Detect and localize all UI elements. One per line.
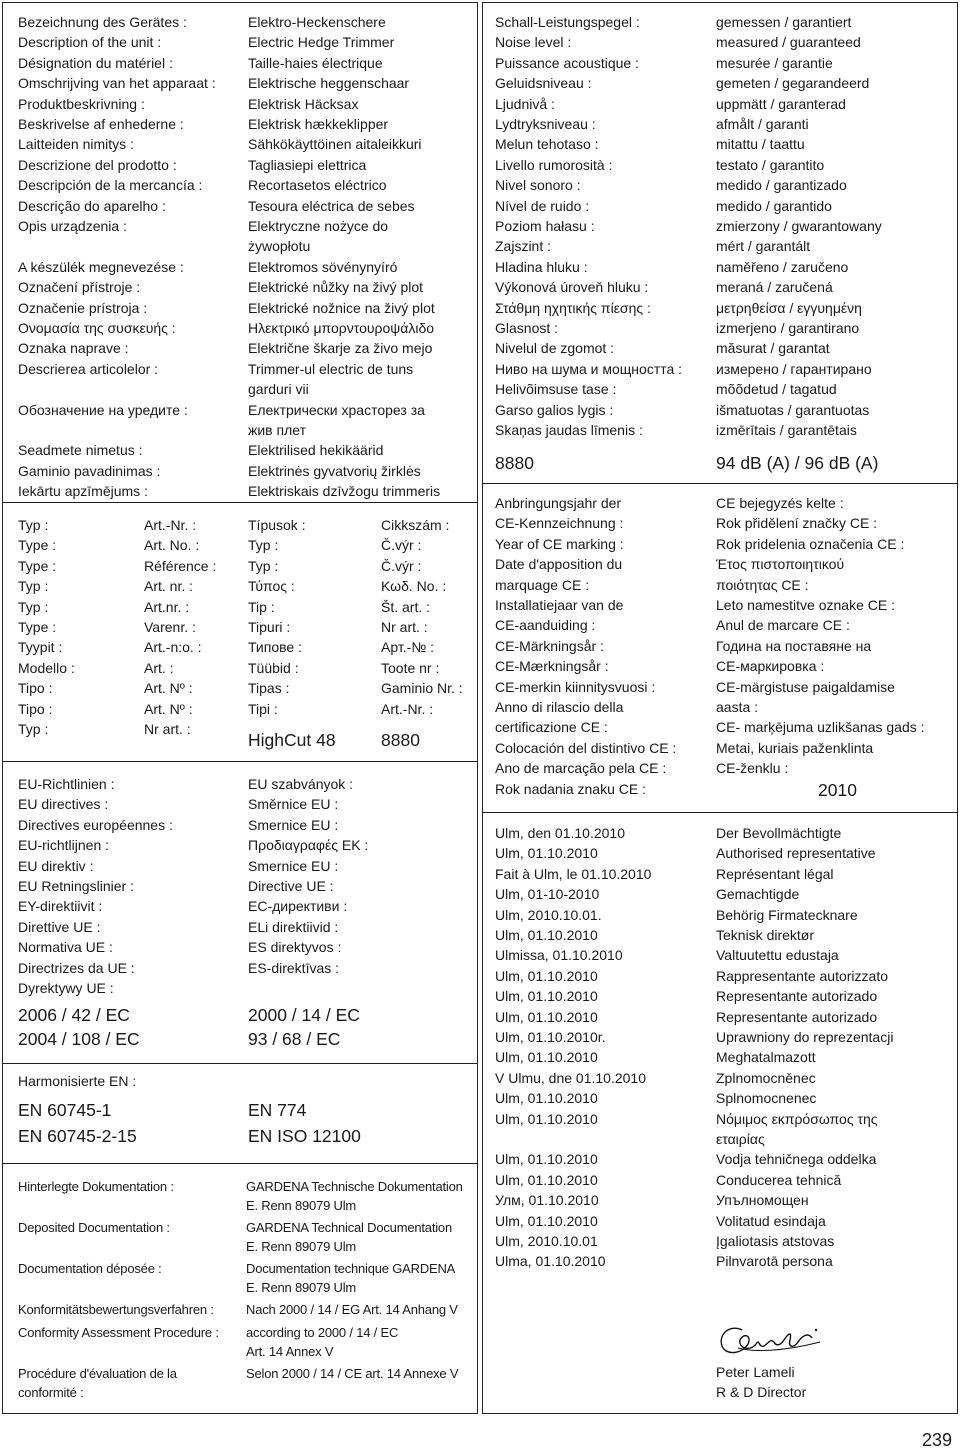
- ce-label: ποιότητας CE :: [716, 576, 809, 593]
- noise-label: Lydtryksniveau :: [495, 116, 596, 132]
- ce-label: CE-маркировка :: [716, 658, 825, 675]
- ce-label: Date d'apposition du: [495, 556, 623, 573]
- signatory-title: Représentant légal: [716, 865, 834, 882]
- type-label: Modello :: [18, 659, 75, 676]
- signature-place-date: Ulm, den 01.10.2010: [495, 825, 625, 841]
- signature-place-date: Ulm, 2010.10.01: [495, 1233, 598, 1249]
- eu-directive-label: ЕС-директиви :: [248, 898, 348, 915]
- harmonised-std-1b: EN 60745-2-15: [18, 1126, 137, 1146]
- signatory-title: Der Bevollmächtigte: [716, 825, 842, 841]
- noise-value: mitattu / taattu: [716, 136, 805, 153]
- noise-label: Schall-Leistungspegel :: [495, 14, 640, 30]
- type-label: Tipas :: [248, 680, 290, 697]
- doc-value-fr-1: Documentation technique GARDENA: [246, 1261, 456, 1276]
- device-label: Bezeichnung des Gerätes :: [18, 14, 187, 30]
- signatory-title: Vodja tehničnega oddelka: [716, 1151, 877, 1168]
- divider: [2, 1163, 478, 1164]
- device-value: Elektrisk Häcksax: [248, 95, 359, 112]
- ce-year: 2010: [818, 780, 857, 800]
- divider: [2, 1063, 478, 1064]
- ce-label: Year of CE marking :: [495, 535, 624, 552]
- ce-label: Rok přidělení značky CE :: [716, 515, 878, 532]
- device-value: Tesoura eléctrica de sebes: [248, 197, 415, 214]
- signatory-title: εταιρίας: [716, 1131, 765, 1147]
- noise-label: Livello rumorosità :: [495, 156, 613, 173]
- doc-label-procedure-2: conformité :: [18, 1385, 84, 1400]
- device-value: Sähkökäyttöinen aitaleikkuri: [248, 136, 422, 153]
- signature-place-date: V Ulmu, dne 01.10.2010: [495, 1069, 646, 1086]
- device-value: Електрически храсторез за: [248, 401, 425, 418]
- signatory-title: Pilnvarotā persona: [716, 1253, 833, 1270]
- ce-label: Έτος πιστοποιητικού: [716, 556, 845, 573]
- eu-directive-label: EU Retningslinier :: [18, 878, 134, 894]
- noise-label: Helivõimsuse tase :: [495, 381, 617, 398]
- signatory-title: Uprawniony do reprezentacji: [716, 1029, 894, 1045]
- noise-label: Melun tehotaso :: [495, 136, 599, 153]
- device-value: Trimmer-ul electric de tuns: [248, 360, 414, 377]
- noise-value: μετρηθείσα / εγγυημένη: [716, 299, 862, 316]
- doc-label-conformity: Conformity Assessment Procedure :: [18, 1325, 219, 1340]
- type-label: Type :: [18, 557, 57, 574]
- device-value: Ηλεκτρικό μπορντουροψάλιδο: [248, 320, 435, 336]
- article-label: Art. Nº :: [144, 680, 193, 697]
- device-value: Elektrické nůžky na živý plot: [248, 279, 424, 296]
- noise-label: Nível de ruido :: [495, 197, 590, 214]
- ce-label: Installatiejaar van de: [495, 597, 624, 613]
- eu-directive-label: EY-direktiivit :: [18, 898, 103, 915]
- doc-value-procedure: Selon 2000 / 14 / CE art. 14 Annexe V: [246, 1366, 459, 1381]
- type-label: Typ :: [18, 517, 49, 533]
- signature-place-date: Ulm, 01.10.2010: [495, 927, 598, 943]
- eu-directive-label: EU directives :: [18, 796, 109, 813]
- noise-label: Nivelul de zgomot :: [495, 340, 615, 357]
- article-label: Gaminio Nr. :: [381, 680, 463, 697]
- signature-place-date: Ulm, 01.10.2010: [495, 1090, 598, 1107]
- ce-label: aasta :: [716, 699, 759, 715]
- device-value: Elektrische heggenschaar: [248, 75, 410, 92]
- signature-place-date: Улм, 01.10.2010: [495, 1192, 599, 1209]
- signature-place-date: Ulm, 01.10.2010: [495, 1049, 598, 1066]
- noise-value: izmerjeno / garantirano: [716, 320, 860, 336]
- eu-directive-label: ES direktyvos :: [248, 939, 342, 956]
- signature-place-date: Ulm, 01-10-2010: [495, 886, 600, 903]
- device-value: garduri vii: [248, 381, 309, 398]
- harmonised-std-2a: EN 774: [248, 1100, 307, 1120]
- divider: [482, 483, 958, 484]
- type-label: Typ :: [18, 598, 49, 615]
- signature-place-date: Ulma, 01.10.2010: [495, 1253, 606, 1270]
- noise-label: Zajszint :: [495, 238, 552, 255]
- signature-place-date: Ulmissa, 01.10.2010: [495, 947, 623, 964]
- signature-place-date: Ulm, 01.10.2010: [495, 1110, 598, 1127]
- device-label: Opis urządzenia :: [18, 218, 127, 234]
- signatory-title: Meghatalmazott: [716, 1049, 816, 1066]
- doc-label-konformitat: Konformitätsbewertungsverfahren :: [18, 1302, 214, 1317]
- harmonised-std-2b: EN ISO 12100: [248, 1126, 361, 1146]
- doc-value-de-1: GARDENA Technische Dokumentation: [246, 1179, 463, 1194]
- device-label: Descripción de la mercancía :: [18, 177, 203, 194]
- device-value: жив плет: [248, 422, 306, 438]
- ce-label: CE-Kennzeichnung :: [495, 515, 624, 532]
- device-label: Označenie prístroja :: [18, 299, 148, 316]
- signature-place-date: Ulm, 01.10.2010: [495, 988, 598, 1005]
- article-label: Č.výr :: [381, 557, 422, 574]
- ce-label: CE-aanduiding :: [495, 617, 596, 634]
- noise-value: izmērītais / garantētais: [716, 422, 857, 438]
- eu-directive-label: EU direktiv :: [18, 857, 94, 874]
- eu-code-1b: 2004 / 108 / EC: [18, 1029, 140, 1049]
- noise-value: naměřeno / zaručeno: [716, 258, 849, 275]
- device-label: Descrizione del prodotto :: [18, 156, 177, 173]
- article-label: Art.nr. :: [144, 598, 190, 615]
- device-value: Electric Hedge Trimmer: [248, 34, 395, 51]
- noise-label: Ниво на шума и мощността :: [495, 360, 683, 377]
- noise-value: išmatuotas / garantuotas: [716, 401, 870, 418]
- signatory-title: Νόμιμος εκπρόσωπος της: [716, 1110, 878, 1127]
- device-label: Produktbeskrivning :: [18, 95, 145, 112]
- article-label: Art. nr. :: [144, 578, 194, 595]
- doc-value-fr-2: E. Renn 89079 Ulm: [246, 1280, 357, 1295]
- type-label: Type :: [18, 619, 57, 635]
- type-label: Tipi :: [248, 700, 278, 717]
- signature-place-date: Fait à Ulm, le 01.10.2010: [495, 865, 652, 882]
- noise-label: Výkonová úroveň hluku :: [495, 279, 649, 296]
- device-label: Omschrijving van het apparaat :: [18, 75, 216, 92]
- device-value: Recortasetos eléctrico: [248, 177, 387, 194]
- noise-value: testato / garantito: [716, 156, 825, 173]
- eu-directive-label: Směrnice EU :: [248, 796, 339, 813]
- type-label: Típusok :: [248, 517, 306, 533]
- eu-directive-label: Directive UE :: [248, 878, 334, 894]
- article-label: Nr art. :: [144, 721, 191, 737]
- device-value: Elektrilised hekikäärid: [248, 442, 384, 459]
- device-value: Elektro-Heckenschere: [248, 14, 386, 30]
- doc-label-deposee: Documentation déposée :: [18, 1261, 162, 1276]
- type-label: Tyypit :: [18, 639, 63, 656]
- device-label: Označení přístroje :: [18, 279, 141, 296]
- ce-label: Leto namestitve oznake CE :: [716, 597, 895, 613]
- device-label: Обозначение на уредите :: [18, 401, 188, 418]
- doc-value-de-2: E. Renn 89079 Ulm: [246, 1198, 357, 1213]
- ce-label: CE- marķējuma uzlikšanas gads :: [716, 719, 925, 736]
- type-label: Typ :: [248, 537, 279, 554]
- device-value: Taille-haies électrique: [248, 54, 383, 71]
- eu-directive-label: Smernice EU :: [248, 816, 339, 833]
- noise-label: Puissance acoustique :: [495, 54, 639, 71]
- noise-value: zmierzony / gwarantowany: [716, 218, 882, 234]
- noise-label: Poziom hałasu :: [495, 218, 595, 234]
- type-label: Tipo :: [18, 700, 53, 717]
- signature-place-date: Ulm, 01.10.2010: [495, 1151, 598, 1168]
- device-label: Désignation du matériel :: [18, 54, 173, 71]
- noise-value: mért / garantált: [716, 238, 811, 255]
- eu-directive-label: ELi direktiivid :: [248, 918, 339, 935]
- device-label: Seadmete nimetus :: [18, 442, 143, 459]
- noise-label: Noise level :: [495, 34, 572, 51]
- device-label: Descrição do aparelho :: [18, 197, 166, 214]
- noise-label: Nivel sonoro :: [495, 177, 581, 194]
- type-label: Типове :: [248, 639, 302, 656]
- eu-directive-label: Directrizes da UE :: [18, 959, 135, 976]
- article-label: Nr art. :: [381, 619, 428, 635]
- signatory-title: Teknisk direktør: [716, 927, 815, 943]
- noise-value: measured / guaranteed: [716, 34, 861, 51]
- signatory-title: Įgaliotasis atstovas: [716, 1233, 835, 1249]
- article-label: Art.-Nr. :: [144, 517, 197, 533]
- eu-code-2b: 93 / 68 / EC: [248, 1029, 341, 1049]
- noise-value: afmålt / garanti: [716, 116, 809, 132]
- device-label: Beskrivelse af enhederne :: [18, 116, 184, 132]
- device-value: Elektryczne nożyce do: [248, 218, 389, 234]
- signatory-title: Gemachtigde: [716, 886, 800, 903]
- device-value: Električne škarje za živo mejo: [248, 340, 433, 357]
- signature-place-date: Ulm, 01.10.2010: [495, 1008, 598, 1025]
- ce-label: Anul de marcare CE :: [716, 617, 850, 634]
- type-label: Tip :: [248, 598, 275, 615]
- noise-label: Glasnost :: [495, 320, 559, 336]
- eu-directive-label: Directives européennes :: [18, 816, 173, 833]
- signature-place-date: Ulm, 01.10.2010: [495, 1212, 598, 1229]
- model-number: 8880: [381, 730, 420, 750]
- ce-label: Rok nadania znaku CE :: [495, 780, 646, 797]
- device-value: Elektromos sövénynyíró: [248, 258, 398, 275]
- signature-place-date: Ulm, 01.10.2010: [495, 845, 598, 862]
- article-label: Art. Nº :: [144, 700, 193, 717]
- noise-value: mesurée / garantie: [716, 54, 833, 71]
- article-label: Art. No. :: [144, 537, 200, 554]
- type-label: Tipuri :: [248, 619, 291, 635]
- doc-value-en-2: E. Renn 89079 Ulm: [246, 1239, 357, 1254]
- type-label: Typ :: [18, 578, 49, 595]
- noise-label: Geluidsniveau :: [495, 75, 592, 92]
- device-value: Elektriskais dzīvžogu trimmeris: [248, 483, 441, 500]
- ce-label: Colocación del distintivo CE :: [495, 739, 677, 756]
- doc-value-conformity-2: Art. 14 Annex V: [246, 1344, 334, 1359]
- noise-label: Ljudnivå :: [495, 95, 555, 112]
- device-value: Elektrisk hækkeklipper: [248, 116, 389, 132]
- device-label: Laitteiden nimitys :: [18, 136, 134, 153]
- article-label: Št. art. :: [381, 598, 431, 615]
- noise-value: medido / garantizado: [716, 177, 847, 194]
- ce-label: Година на поставяне на: [716, 637, 872, 654]
- article-label: Č.výr :: [381, 537, 422, 554]
- article-label: Cikkszám :: [381, 517, 450, 533]
- noise-value: mõõdetud / tagatud: [716, 381, 837, 398]
- article-label: Varenr. :: [144, 619, 196, 635]
- eu-directive-label: EU szabványok :: [248, 776, 354, 792]
- device-label: A készülék megnevezése :: [18, 258, 184, 275]
- divider: [2, 761, 478, 762]
- signer-name: Peter Lameli: [716, 1364, 795, 1380]
- article-label: Арт.-№ :: [381, 639, 435, 656]
- eu-directive-label: EU-Richtlinien :: [18, 776, 115, 792]
- article-label: Référence :: [144, 557, 217, 574]
- type-label: Typ :: [18, 721, 49, 737]
- article-label: Toote nr :: [381, 659, 440, 676]
- doc-label-deposited: Deposited Documentation :: [18, 1220, 170, 1235]
- ce-label: CE-merkin kiinnitysvuosi :: [495, 678, 656, 695]
- doc-value-konformitat: Nach 2000 / 14 / EG Art. 14 Anhang V: [246, 1302, 458, 1317]
- signatory-title: Representante autorizado: [716, 1008, 878, 1025]
- noise-label: Στάθμη ηχητικής πίεσης :: [495, 299, 651, 316]
- ce-label: CE-ženklu :: [716, 760, 789, 777]
- eu-directive-label: Smernice EU :: [248, 857, 339, 874]
- ce-label: CE bejegyzés kelte :: [716, 495, 844, 511]
- divider: [2, 502, 478, 503]
- signatory-title: Splnomocnenec: [716, 1090, 817, 1107]
- article-label: Κωδ. No. :: [381, 578, 447, 595]
- signatory-title: Conducerea tehnică: [716, 1171, 842, 1188]
- noise-label: Garso galios lygis :: [495, 401, 614, 418]
- ce-label: Ano de marcação pela CE :: [495, 760, 667, 777]
- signatory-title: Authorised representative: [716, 845, 876, 862]
- ce-label: certificazione CE :: [495, 719, 608, 736]
- signatory-title: Representante autorizado: [716, 988, 878, 1005]
- signatory-title: Rappresentante autorizzato: [716, 967, 888, 984]
- model-name: HighCut 48: [248, 730, 336, 750]
- device-value: Tagliasiepi elettrica: [248, 156, 367, 173]
- device-label: Ονομασία της συσκευής :: [18, 320, 176, 336]
- doc-value-conformity-1: according to 2000 / 14 / EC: [246, 1325, 399, 1340]
- noise-value: uppmätt / garanterad: [716, 95, 846, 112]
- device-label: Oznaka naprave :: [18, 340, 129, 357]
- device-value: Elektrické nožnice na živý plot: [248, 299, 435, 316]
- signature-place-date: Ulm, 01.10.2010r.: [495, 1029, 606, 1045]
- ce-label: CE-märgistuse paigaldamise: [716, 678, 895, 695]
- eu-directive-label: Direttive UE :: [18, 918, 101, 935]
- eu-directive-label: Dyrektywy UE :: [18, 980, 114, 996]
- type-label: Tipo :: [18, 680, 53, 697]
- divider: [482, 812, 958, 813]
- eu-directive-label: Normativa UE :: [18, 939, 113, 956]
- eu-code-1a: 2006 / 42 / EC: [18, 1005, 130, 1025]
- signature-place-date: Ulm, 01.10.2010: [495, 967, 598, 984]
- harmonised-std-1a: EN 60745-1: [18, 1100, 112, 1120]
- noise-value: medido / garantido: [716, 197, 832, 214]
- device-label: Description of the unit :: [18, 34, 162, 51]
- device-value: Elektrinės gyvatvorių žirklės: [248, 462, 421, 479]
- noise-db-values: 94 dB (A) / 96 dB (A): [716, 453, 879, 473]
- article-label: Art.-Nr. :: [381, 700, 434, 717]
- signatory-title: Упълномощен: [716, 1192, 809, 1209]
- article-label: Art. :: [144, 659, 174, 676]
- signature-place-date: Ulm, 2010.10.01.: [495, 906, 602, 923]
- signer-title: R & D Director: [716, 1384, 807, 1400]
- doc-value-en-1: GARDENA Technical Documentation: [246, 1220, 452, 1235]
- signatory-title: Zplnomocněnec: [716, 1069, 816, 1086]
- ce-label: Anno di rilascio della: [495, 699, 624, 715]
- noise-value: измерено / гарантирано: [716, 360, 872, 377]
- harmonised-label: Harmonisierte EN :: [18, 1073, 137, 1089]
- noise-value: meraná / zaručená: [716, 279, 833, 296]
- article-label: Art.-n:o. :: [144, 639, 202, 656]
- noise-value: măsurat / garantat: [716, 340, 830, 357]
- noise-value: gemeten / gegarandeerd: [716, 75, 870, 92]
- ce-label: Rok pridelenia označenia CE :: [716, 535, 905, 552]
- noise-value: gemessen / garantiert: [716, 14, 852, 30]
- ce-label: marquage CE :: [495, 576, 590, 593]
- device-label: Iekārtu apzīmējums :: [18, 483, 148, 500]
- device-value: żywopłotu: [248, 238, 311, 255]
- eu-directive-label: Προδιαγραφές ΕΚ :: [248, 837, 369, 854]
- doc-label-hinterlegte: Hinterlegte Dokumentation :: [18, 1179, 174, 1194]
- signatory-title: Volitatud esindaja: [716, 1212, 826, 1229]
- type-label: Typ :: [248, 557, 279, 574]
- device-label: Gaminio pavadinimas :: [18, 462, 161, 479]
- doc-label-procedure-1: Procédure d'évaluation de la: [18, 1366, 177, 1381]
- type-label: Tüübid :: [248, 659, 299, 676]
- signatory-title: Valtuutettu edustaja: [716, 947, 839, 964]
- ce-label: Anbringungsjahr der: [495, 495, 622, 511]
- signature-image: [712, 1318, 832, 1362]
- device-label: Descrierea articolelor :: [18, 360, 159, 377]
- eu-directive-label: ES-direktīvas :: [248, 959, 340, 976]
- signature-place-date: Ulm, 01.10.2010: [495, 1171, 598, 1188]
- signatory-title: Behörig Firmatecknare: [716, 906, 858, 923]
- type-label: Type :: [18, 537, 57, 554]
- noise-label: Skaņas jaudas līmenis :: [495, 422, 643, 438]
- ce-label: Metai, kuriais paženklinta: [716, 739, 874, 756]
- noise-label: Hladina hluku :: [495, 258, 588, 275]
- noise-model-number: 8880: [495, 453, 534, 473]
- page-number: 239: [921, 1430, 952, 1450]
- ce-label: CE-Mærkningsår :: [495, 658, 609, 675]
- eu-code-2a: 2000 / 14 / EC: [248, 1005, 360, 1025]
- eu-directive-label: EU-richtlijnen :: [18, 837, 110, 854]
- type-label: Τύπος :: [248, 578, 295, 595]
- ce-label: CE-Märkningsår :: [495, 637, 604, 654]
